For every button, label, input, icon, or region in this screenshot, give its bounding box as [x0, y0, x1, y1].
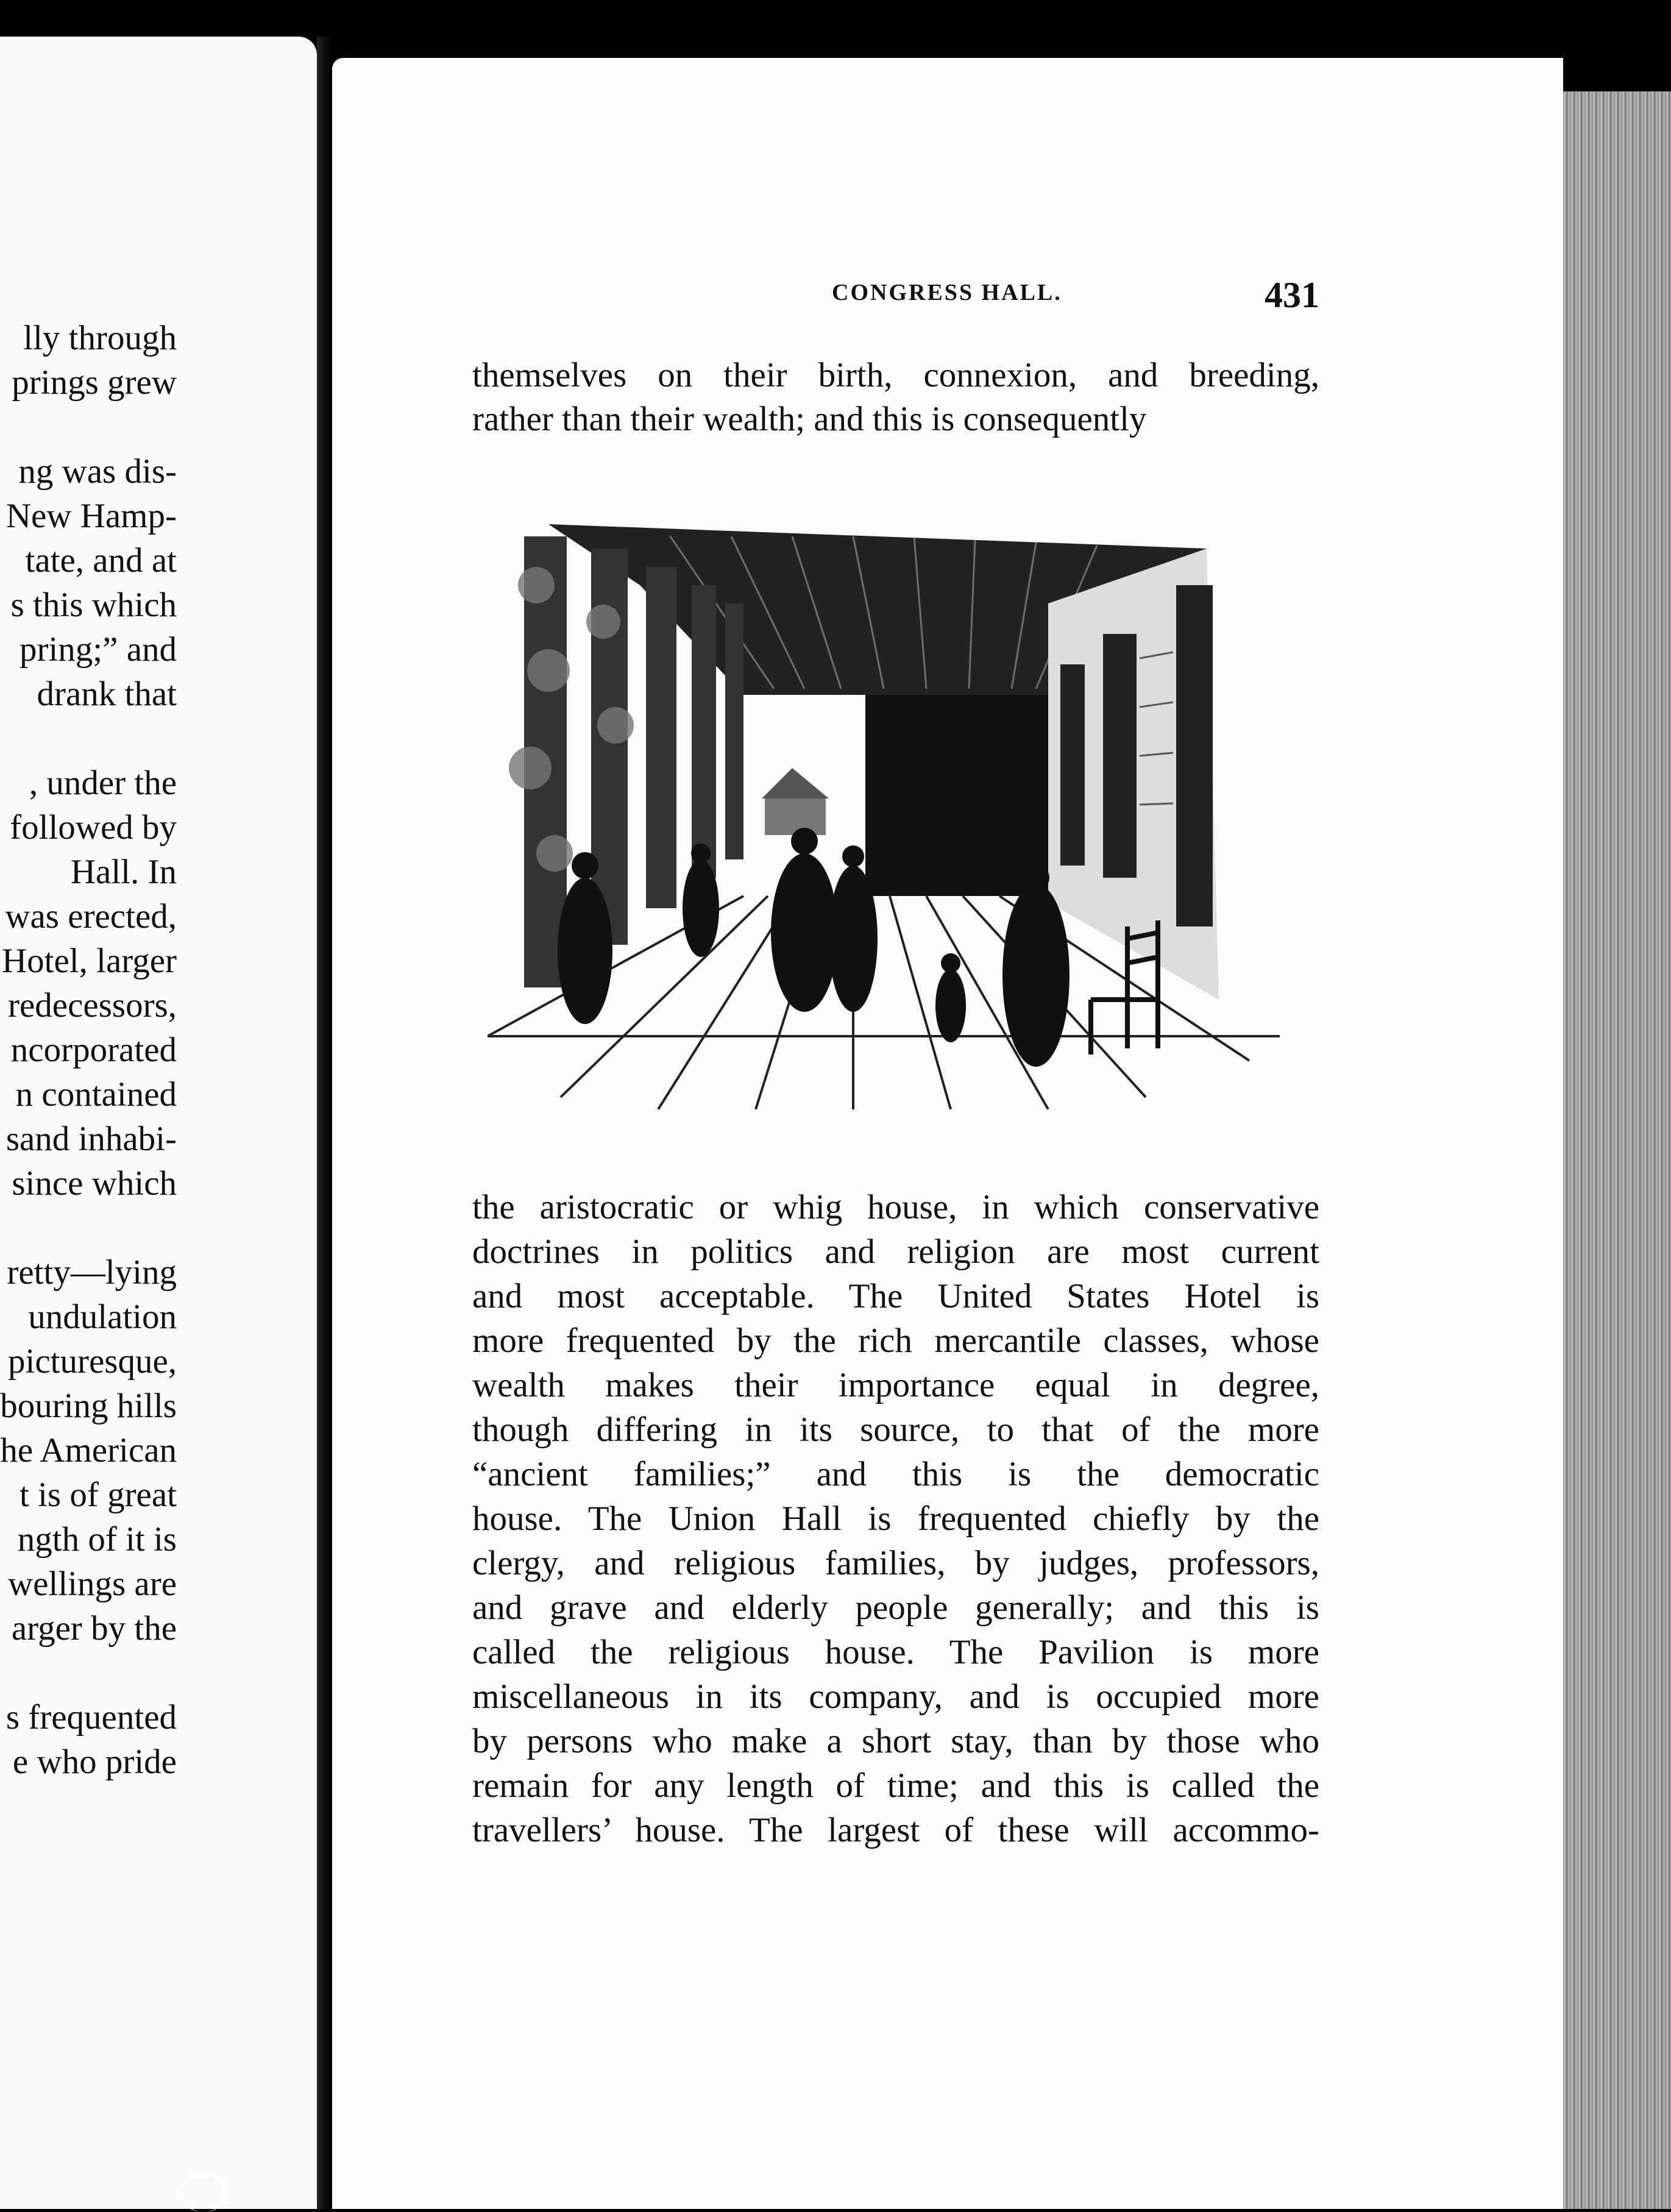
text-line: the aristocratic or whig house, in which conservative	[472, 1188, 1319, 1226]
text-line: themselves on their birth, connexion, and breeding,	[472, 356, 1319, 394]
left-text-line: , under the	[29, 764, 177, 802]
left-text-line: redecessors,	[8, 986, 177, 1025]
left-text-line: arger by the	[11, 1609, 177, 1648]
left-text-line: since which	[12, 1164, 177, 1203]
text-line: wealth makes their importance equal in degree,	[472, 1366, 1319, 1404]
left-text-line: undulation	[28, 1298, 177, 1336]
left-text-line: prings grew	[12, 363, 177, 402]
left-text-line: wellings are	[8, 1565, 177, 1603]
text-line: and most acceptable. The United States Hotel is	[472, 1277, 1319, 1315]
left-text-line: ncorporated	[10, 1031, 177, 1069]
text-line: clergy, and religious families, by judges, professors,	[472, 1544, 1319, 1582]
left-text-line: pring;” and	[19, 630, 177, 669]
text-line: travellers’ house. The largest of these will accommo-	[472, 1811, 1319, 1849]
text-line: more frequented by the rich mercantile classes, whose	[472, 1321, 1319, 1360]
left-text-line: e who pride	[12, 1743, 177, 1781]
page-number: 431	[1265, 275, 1319, 315]
left-page	[0, 37, 317, 2209]
left-text-line: bouring hills	[0, 1387, 177, 1425]
left-text-line: ngth of it is	[17, 1520, 177, 1559]
left-text-line: Hotel, larger	[1, 942, 177, 980]
text-line: rather than their wealth; and this is consequently	[472, 400, 1147, 438]
left-text-line: picturesque,	[8, 1342, 177, 1381]
text-line: called the religious house. The Pavilion is more	[472, 1633, 1319, 1671]
left-text-line: ng was dis-	[18, 452, 177, 491]
left-text-line: lly through	[23, 319, 177, 357]
text-line: and grave and elderly people generally; and this is	[472, 1588, 1319, 1627]
left-text-line: s frequented	[5, 1698, 177, 1737]
text-line: miscellaneous in its company, and is occupied more	[472, 1677, 1319, 1716]
text-line: doctrines in politics and religion are most current	[472, 1232, 1319, 1271]
text-line: though differing in its source, to that of the more	[472, 1410, 1319, 1449]
left-text-line: Hall. In	[70, 853, 177, 891]
running-head: CONGRESS HALL.	[832, 280, 1062, 305]
dark-corridor	[865, 695, 1048, 896]
text-line: remain for any length of time; and this is called the	[472, 1766, 1319, 1805]
left-text-line: drank that	[37, 675, 177, 713]
left-text-line: s this which	[10, 586, 177, 624]
hotel-colonnade-engraving	[488, 512, 1280, 1109]
left-text-line: sand inhabi-	[5, 1120, 177, 1158]
left-text-line: New Hamp-	[5, 497, 177, 535]
left-text-line: t is of great	[19, 1476, 177, 1514]
left-text-line: n contained	[15, 1075, 177, 1114]
left-text-line: tate, and at	[25, 541, 177, 580]
left-text-line: followed by	[10, 808, 177, 847]
left-text-line: retty—lying	[7, 1253, 177, 1292]
scan-corner-mark	[180, 2173, 227, 2212]
page-fore-edge	[1563, 91, 1671, 2209]
text-line: “ancient families;” and this is the democratic	[472, 1455, 1319, 1493]
text-line: by persons who make a short stay, than by those who	[472, 1722, 1319, 1760]
text-line: house. The Union Hall is frequented chiefly by the	[472, 1499, 1319, 1538]
left-text-line: he American	[0, 1431, 177, 1470]
left-text-line: was erected,	[5, 897, 177, 936]
book-gutter	[317, 37, 332, 2209]
